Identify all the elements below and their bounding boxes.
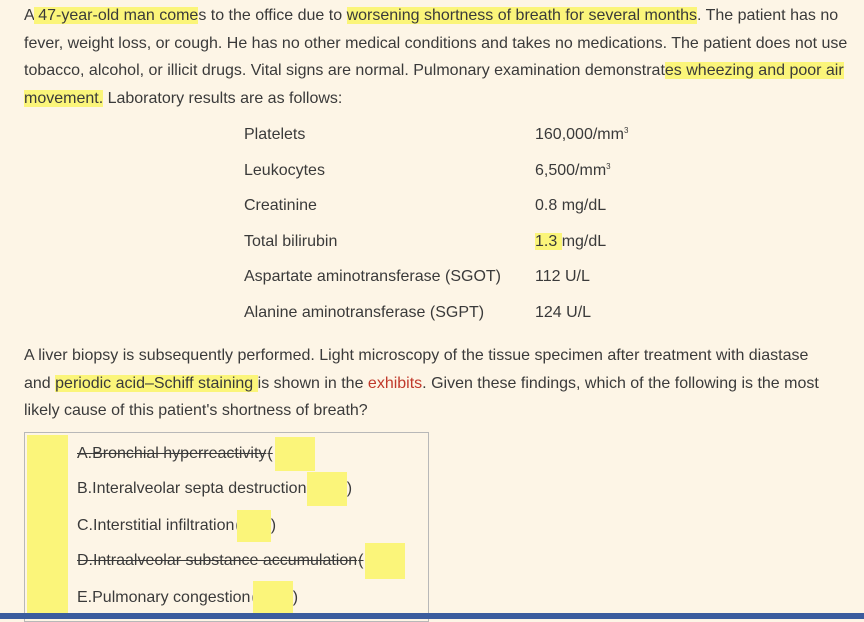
answer-percentage-hidden bbox=[237, 510, 271, 542]
answer-letter: C. bbox=[77, 517, 93, 534]
stem-highlight[interactable]: worsening shortness of breath for several months bbox=[346, 7, 697, 24]
lab-value-text: 6,500/mm bbox=[535, 161, 607, 179]
answer-paren-open: ( bbox=[267, 445, 273, 462]
lab-name: Creatinine bbox=[244, 197, 317, 214]
answer-label: Bronchial hyperreactivity bbox=[92, 445, 267, 462]
lab-name: Aspartate aminotransferase (SGOT) bbox=[244, 268, 501, 285]
lab-name: Total bilirubin bbox=[244, 232, 338, 250]
answer-text bbox=[77, 445, 273, 463]
answer-percentage-hidden bbox=[253, 581, 293, 615]
stem-text: A bbox=[24, 7, 34, 24]
exhibits-link[interactable]: exhibits bbox=[367, 374, 423, 392]
answer-text bbox=[77, 517, 241, 535]
answer-label: Intraalveolar substance accumulation bbox=[93, 552, 358, 569]
answer-paren-close: ) bbox=[292, 589, 299, 606]
answer-paren-close: ) bbox=[346, 480, 353, 497]
answer-choice-d[interactable] bbox=[77, 544, 405, 578]
stem-text: . Given these findings, which of the following is the most likely cause of this patient's shortness of breath? bbox=[24, 374, 819, 419]
question-stem-paragraph-2 bbox=[24, 342, 824, 425]
answer-text bbox=[77, 589, 257, 607]
lab-name: Alanine aminotransferase (SGPT) bbox=[244, 303, 485, 321]
answer-choice-c[interactable] bbox=[77, 509, 276, 543]
lab-value: 112 U/L bbox=[535, 268, 590, 285]
answer-paren-close: ) bbox=[270, 517, 277, 534]
lab-value-text: 160,000/mm bbox=[535, 126, 624, 143]
lab-name: Platelets bbox=[244, 126, 306, 143]
lab-value bbox=[535, 233, 606, 251]
stem-highlight[interactable]: 47-year-old man come bbox=[33, 7, 199, 24]
answer-text bbox=[77, 480, 313, 498]
lab-value-superscript: 3 bbox=[623, 126, 629, 135]
question-stem-paragraph-1 bbox=[24, 2, 854, 112]
answer-percentage-hidden bbox=[275, 437, 315, 471]
lab-value-text: mg/dL bbox=[561, 232, 607, 250]
lab-value: 0.8 mg/dL bbox=[535, 197, 607, 214]
answer-choice-b[interactable] bbox=[77, 472, 352, 506]
stem-highlight[interactable]: es wheezing and poor air movement. bbox=[24, 62, 844, 107]
stem-text: s to the office due to bbox=[198, 7, 347, 24]
lab-value-highlight[interactable]: 1.3 bbox=[535, 232, 562, 250]
answer-choices bbox=[24, 432, 429, 622]
bottom-toolbar-edge bbox=[0, 613, 864, 619]
stem-highlight[interactable]: periodic acid–Schiff staining bbox=[55, 374, 258, 392]
lab-value: 124 U/L bbox=[535, 303, 592, 321]
answer-label: Interalveolar septa destruction bbox=[92, 480, 307, 497]
stem-text: A liver biopsy is subsequently performed. Light microscopy of the tissue specimen after treatment with diastase and bbox=[24, 347, 809, 392]
answer-letter: E. bbox=[77, 589, 93, 606]
answer-letter: D. bbox=[77, 552, 93, 569]
lab-value bbox=[535, 126, 628, 144]
answer-selection-highlight bbox=[27, 435, 68, 613]
answer-label: Pulmonary congestion bbox=[92, 589, 251, 606]
answer-letter: B. bbox=[77, 480, 93, 497]
answer-choice-a[interactable] bbox=[77, 437, 315, 471]
answer-label: Interstitial infiltration bbox=[93, 517, 235, 534]
stem-text: Laboratory results are as follows: bbox=[103, 89, 343, 107]
answer-percentage-hidden bbox=[307, 472, 347, 506]
answer-percentage-hidden bbox=[365, 543, 405, 579]
lab-value bbox=[535, 162, 611, 180]
stem-text: is shown in the bbox=[257, 374, 368, 392]
answer-paren-open: ( bbox=[358, 552, 364, 569]
answer-text bbox=[77, 552, 363, 570]
lab-value-superscript: 3 bbox=[606, 161, 611, 171]
answer-choice-e[interactable] bbox=[77, 581, 298, 615]
answer-letter: A. bbox=[77, 445, 93, 462]
lab-name: Leukocytes bbox=[244, 161, 325, 179]
stem-text: . The patient has no fever, weight loss, or cough. He has no other medical conditions and takes no medications. The patient does not use tobacco, alcohol, or illicit drugs. Vital signs are normal. Pulmonary examination demonstrat bbox=[24, 7, 848, 79]
